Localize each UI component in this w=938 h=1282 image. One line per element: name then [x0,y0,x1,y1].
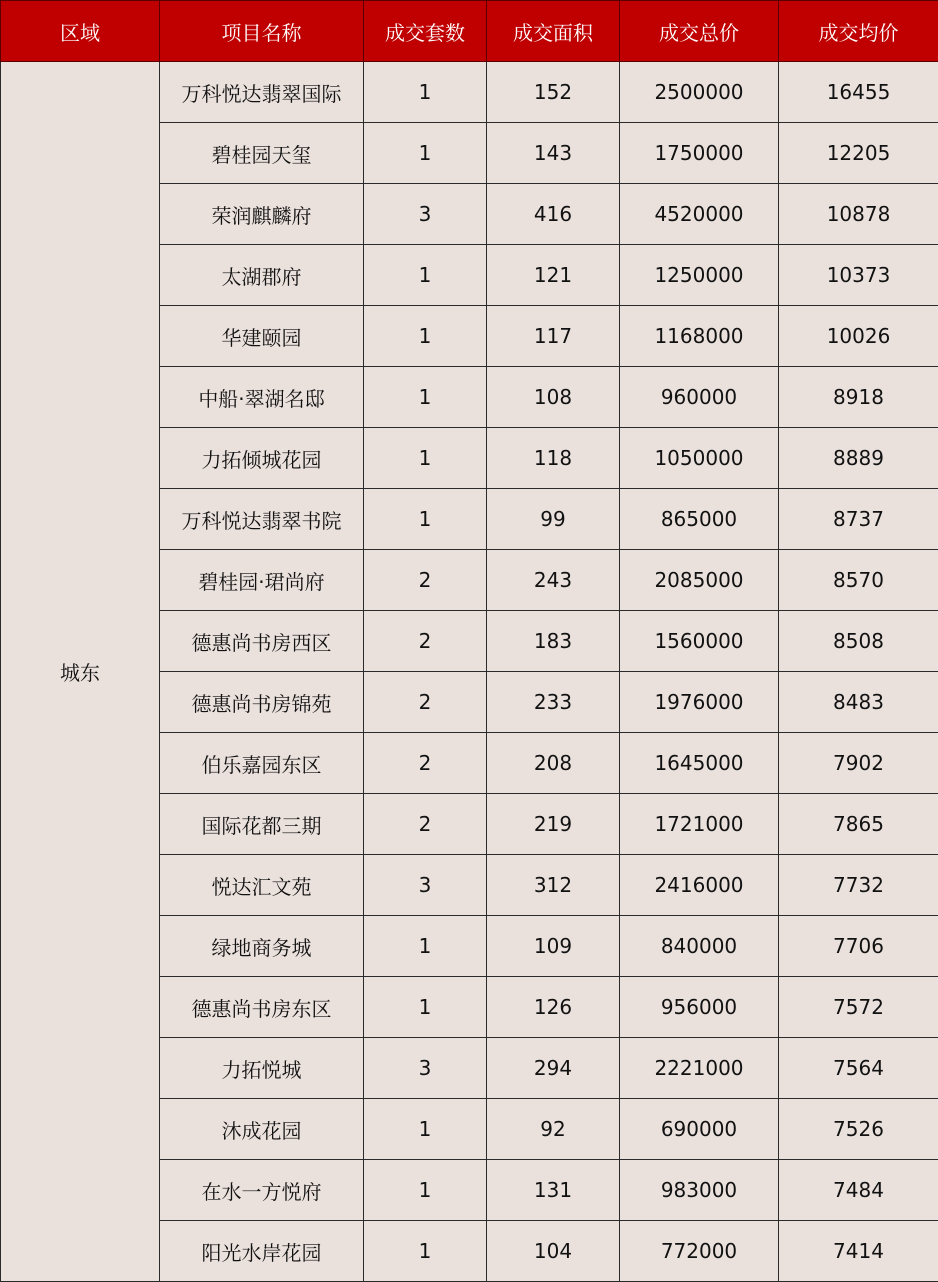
table-row [1,62,938,123]
area-cell: 131 [487,1160,620,1221]
units-cell: 1 [364,977,487,1038]
project-name-cell: 中船·翠湖名邸 [160,367,364,428]
average-price-cell: 7865 [779,794,938,855]
project-name-cell: 绿地商务城 [160,916,364,977]
average-price-cell: 7484 [779,1160,938,1221]
table-body [1,62,938,1282]
average-price-cell: 16455 [779,62,938,123]
units-cell: 1 [364,245,487,306]
project-name-cell: 悦达汇文苑 [160,855,364,916]
units-cell: 3 [364,1038,487,1099]
units-cell: 1 [364,123,487,184]
total-price-cell: 865000 [620,489,779,550]
total-price-cell: 1050000 [620,428,779,489]
units-cell: 1 [364,62,487,123]
header-area: 成交面积 [487,1,620,62]
total-price-cell: 1560000 [620,611,779,672]
header-project-name: 项目名称 [160,1,364,62]
area-cell: 208 [487,733,620,794]
project-name-cell: 华建颐园 [160,306,364,367]
project-name-cell: 阳光水岸花园 [160,1221,364,1282]
project-name-cell: 万科悦达翡翠书院 [160,489,364,550]
average-price-cell: 7526 [779,1099,938,1160]
units-cell: 1 [364,1160,487,1221]
project-name-cell: 碧桂园天玺 [160,123,364,184]
region-cell: 城东 [1,62,160,1282]
total-price-cell: 956000 [620,977,779,1038]
total-price-cell: 772000 [620,1221,779,1282]
header-region: 区域 [1,1,160,62]
area-cell: 219 [487,794,620,855]
total-price-cell: 2085000 [620,550,779,611]
project-name-cell: 力拓悦城 [160,1038,364,1099]
area-cell: 233 [487,672,620,733]
area-cell: 416 [487,184,620,245]
total-price-cell: 840000 [620,916,779,977]
units-cell: 2 [364,794,487,855]
units-cell: 3 [364,855,487,916]
average-price-cell: 8570 [779,550,938,611]
area-cell: 118 [487,428,620,489]
header-total-price: 成交总价 [620,1,779,62]
average-price-cell: 7902 [779,733,938,794]
header-average-price: 成交均价 [779,1,938,62]
average-price-cell: 8483 [779,672,938,733]
units-cell: 2 [364,550,487,611]
area-cell: 152 [487,62,620,123]
project-name-cell: 万科悦达翡翠国际 [160,62,364,123]
average-price-cell: 8918 [779,367,938,428]
units-cell: 1 [364,1221,487,1282]
units-cell: 2 [364,611,487,672]
header-row [1,1,938,62]
total-price-cell: 2416000 [620,855,779,916]
average-price-cell: 12205 [779,123,938,184]
average-price-cell: 7732 [779,855,938,916]
units-cell: 1 [364,916,487,977]
project-name-cell: 德惠尚书房锦苑 [160,672,364,733]
total-price-cell: 2221000 [620,1038,779,1099]
area-cell: 121 [487,245,620,306]
project-name-cell: 在水一方悦府 [160,1160,364,1221]
units-cell: 2 [364,733,487,794]
units-cell: 2 [364,672,487,733]
average-price-cell: 7564 [779,1038,938,1099]
table-header [1,1,938,62]
total-price-cell: 690000 [620,1099,779,1160]
project-name-cell: 荣润麒麟府 [160,184,364,245]
area-cell: 126 [487,977,620,1038]
area-cell: 117 [487,306,620,367]
units-cell: 1 [364,306,487,367]
area-cell: 243 [487,550,620,611]
average-price-cell: 10878 [779,184,938,245]
average-price-cell: 8889 [779,428,938,489]
area-cell: 312 [487,855,620,916]
average-price-cell: 10373 [779,245,938,306]
average-price-cell: 7572 [779,977,938,1038]
total-price-cell: 1721000 [620,794,779,855]
area-cell: 183 [487,611,620,672]
total-price-cell: 1976000 [620,672,779,733]
area-cell: 143 [487,123,620,184]
project-name-cell: 力拓倾城花园 [160,428,364,489]
header-units: 成交套数 [364,1,487,62]
average-price-cell: 8508 [779,611,938,672]
total-price-cell: 1645000 [620,733,779,794]
area-cell: 108 [487,367,620,428]
project-name-cell: 碧桂园·珺尚府 [160,550,364,611]
area-cell: 104 [487,1221,620,1282]
total-price-cell: 2500000 [620,62,779,123]
units-cell: 1 [364,1099,487,1160]
project-name-cell: 德惠尚书房东区 [160,977,364,1038]
total-price-cell: 960000 [620,367,779,428]
units-cell: 3 [364,184,487,245]
total-price-cell: 4520000 [620,184,779,245]
project-name-cell: 沐成花园 [160,1099,364,1160]
area-cell: 294 [487,1038,620,1099]
average-price-cell: 7414 [779,1221,938,1282]
area-cell: 99 [487,489,620,550]
total-price-cell: 1750000 [620,123,779,184]
project-name-cell: 德惠尚书房西区 [160,611,364,672]
units-cell: 1 [364,489,487,550]
project-name-cell: 太湖郡府 [160,245,364,306]
total-price-cell: 1168000 [620,306,779,367]
average-price-cell: 8737 [779,489,938,550]
project-name-cell: 国际花都三期 [160,794,364,855]
area-cell: 109 [487,916,620,977]
project-name-cell: 伯乐嘉园东区 [160,733,364,794]
total-price-cell: 1250000 [620,245,779,306]
total-price-cell: 983000 [620,1160,779,1221]
average-price-cell: 7706 [779,916,938,977]
area-cell: 92 [487,1099,620,1160]
units-cell: 1 [364,428,487,489]
units-cell: 1 [364,367,487,428]
average-price-cell: 10026 [779,306,938,367]
